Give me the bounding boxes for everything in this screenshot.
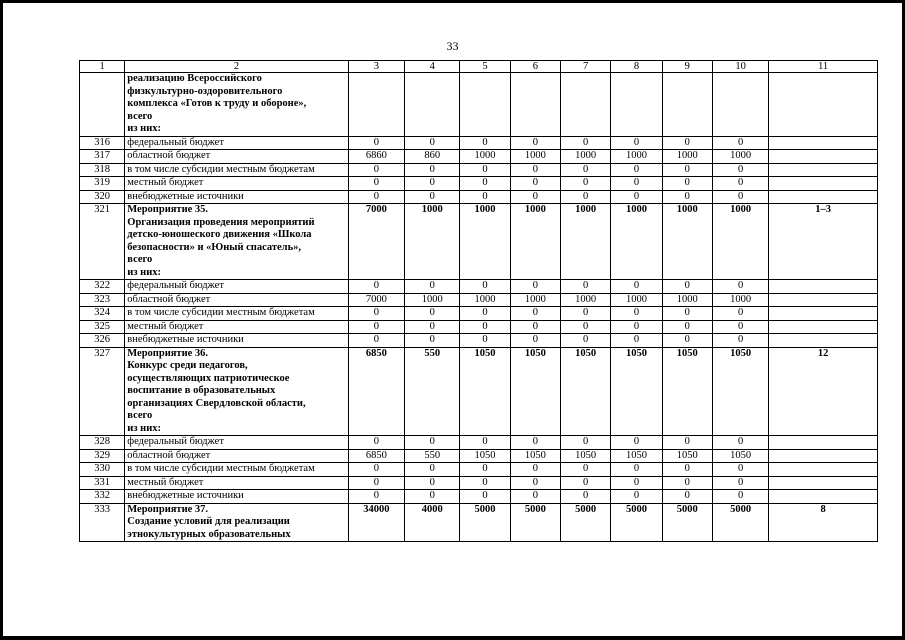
value-cell: 1050: [460, 449, 510, 463]
value-cell: [510, 73, 560, 137]
description-cell: областной бюджет: [125, 293, 348, 307]
value-cell: 0: [510, 476, 560, 490]
value-cell: 0: [662, 163, 712, 177]
description-cell: в том числе субсидии местным бюджетам: [125, 163, 348, 177]
table-row: [80, 150, 878, 164]
table-row: [80, 293, 878, 307]
table-row: [80, 334, 878, 348]
reference-cell: [769, 449, 878, 463]
value-cell: 0: [460, 307, 510, 321]
value-cell: 0: [712, 490, 768, 504]
value-cell: 0: [460, 280, 510, 294]
value-cell: 4000: [405, 503, 460, 542]
value-cell: 550: [405, 449, 460, 463]
value-cell: 0: [662, 177, 712, 191]
description-cell: в том числе субсидии местным бюджетам: [125, 463, 348, 477]
row-number-cell: 326: [80, 334, 125, 348]
value-cell: 0: [405, 307, 460, 321]
reference-cell: [769, 73, 878, 137]
value-cell: 0: [510, 436, 560, 450]
value-cell: 6860: [348, 150, 404, 164]
value-cell: 1000: [510, 293, 560, 307]
value-cell: 0: [510, 177, 560, 191]
value-cell: 0: [405, 463, 460, 477]
value-cell: 0: [560, 307, 610, 321]
row-number-cell: 316: [80, 136, 125, 150]
scan-border-top: [0, 0, 905, 3]
table-row: [80, 307, 878, 321]
column-header: 1: [80, 61, 125, 73]
value-cell: 0: [510, 320, 560, 334]
reference-cell: 1–3: [769, 204, 878, 280]
table-row: [80, 190, 878, 204]
row-number-cell: 321: [80, 204, 125, 280]
value-cell: 0: [712, 436, 768, 450]
description-cell: местный бюджет: [125, 320, 348, 334]
value-cell: 0: [662, 436, 712, 450]
column-header: 8: [611, 61, 662, 73]
value-cell: 550: [405, 347, 460, 436]
value-cell: 34000: [348, 503, 404, 542]
value-cell: 0: [712, 307, 768, 321]
value-cell: 0: [405, 476, 460, 490]
value-cell: [662, 73, 712, 137]
column-header: 7: [560, 61, 610, 73]
table-row: [80, 476, 878, 490]
value-cell: 0: [712, 190, 768, 204]
value-cell: 0: [560, 190, 610, 204]
value-cell: 1000: [405, 204, 460, 280]
value-cell: 0: [348, 476, 404, 490]
value-cell: 1000: [662, 150, 712, 164]
value-cell: [348, 73, 404, 137]
value-cell: 0: [712, 463, 768, 477]
value-cell: 0: [510, 163, 560, 177]
value-cell: 0: [405, 177, 460, 191]
table-row: [80, 463, 878, 477]
description-cell: федеральный бюджет: [125, 280, 348, 294]
value-cell: 0: [510, 136, 560, 150]
table-row: [80, 204, 878, 280]
value-cell: 0: [712, 177, 768, 191]
value-cell: 0: [405, 190, 460, 204]
row-number-cell: 322: [80, 280, 125, 294]
value-cell: 1050: [560, 449, 610, 463]
value-cell: 0: [560, 490, 610, 504]
reference-cell: [769, 190, 878, 204]
value-cell: [460, 73, 510, 137]
value-cell: 0: [611, 334, 662, 348]
description-cell: Мероприятие 36. Конкурс среди педагогов, осуществляющих патриотическое воспитание в образовательных организациях Свердловской области, всего из них:: [125, 347, 348, 436]
row-number-cell: 323: [80, 293, 125, 307]
value-cell: 1000: [712, 204, 768, 280]
table-row: [80, 503, 878, 542]
value-cell: 5000: [611, 503, 662, 542]
value-cell: 7000: [348, 293, 404, 307]
value-cell: 1000: [560, 293, 610, 307]
value-cell: 0: [405, 320, 460, 334]
value-cell: 0: [348, 490, 404, 504]
description-cell: внебюджетные источники: [125, 334, 348, 348]
value-cell: 0: [405, 136, 460, 150]
description-cell: областной бюджет: [125, 150, 348, 164]
value-cell: 0: [405, 334, 460, 348]
reference-cell: 8: [769, 503, 878, 542]
value-cell: 0: [348, 436, 404, 450]
value-cell: 0: [405, 163, 460, 177]
value-cell: 0: [662, 463, 712, 477]
value-cell: 1000: [611, 293, 662, 307]
value-cell: 0: [611, 177, 662, 191]
value-cell: 0: [662, 280, 712, 294]
value-cell: 0: [348, 280, 404, 294]
value-cell: 6850: [348, 347, 404, 436]
value-cell: 0: [560, 334, 610, 348]
value-cell: 1000: [460, 204, 510, 280]
value-cell: 0: [460, 490, 510, 504]
scan-border-left: [0, 0, 3, 640]
value-cell: [712, 73, 768, 137]
reference-cell: [769, 150, 878, 164]
reference-cell: [769, 476, 878, 490]
value-cell: 0: [405, 280, 460, 294]
column-header: 9: [662, 61, 712, 73]
value-cell: 0: [662, 320, 712, 334]
value-cell: 0: [611, 490, 662, 504]
value-cell: 1050: [560, 347, 610, 436]
reference-cell: [769, 320, 878, 334]
row-number-cell: 328: [80, 436, 125, 450]
value-cell: 0: [662, 490, 712, 504]
value-cell: 5000: [460, 503, 510, 542]
column-header: 11: [769, 61, 878, 73]
value-cell: 1000: [712, 150, 768, 164]
value-cell: 0: [611, 476, 662, 490]
description-cell: местный бюджет: [125, 177, 348, 191]
value-cell: 0: [348, 136, 404, 150]
row-number-cell: 317: [80, 150, 125, 164]
value-cell: 0: [560, 136, 610, 150]
value-cell: 0: [560, 320, 610, 334]
value-cell: 1000: [510, 204, 560, 280]
column-header: 4: [405, 61, 460, 73]
value-cell: 0: [510, 280, 560, 294]
value-cell: 1050: [712, 347, 768, 436]
value-cell: 0: [560, 463, 610, 477]
description-cell: Мероприятие 37. Создание условий для реализации этнокультурных образовательных: [125, 503, 348, 542]
value-cell: 7000: [348, 204, 404, 280]
value-cell: 0: [712, 280, 768, 294]
value-cell: 0: [460, 436, 510, 450]
value-cell: 1000: [560, 150, 610, 164]
value-cell: 0: [510, 307, 560, 321]
value-cell: 0: [662, 476, 712, 490]
row-number-cell: 318: [80, 163, 125, 177]
value-cell: 0: [560, 476, 610, 490]
value-cell: 0: [611, 163, 662, 177]
table-row: [80, 163, 878, 177]
value-cell: 0: [348, 163, 404, 177]
value-cell: 1000: [560, 204, 610, 280]
table-header-row: [80, 61, 878, 73]
value-cell: 0: [510, 463, 560, 477]
value-cell: 1050: [460, 347, 510, 436]
column-header: 6: [510, 61, 560, 73]
value-cell: 1050: [510, 449, 560, 463]
table-row: [80, 280, 878, 294]
value-cell: 1050: [662, 347, 712, 436]
description-cell: местный бюджет: [125, 476, 348, 490]
value-cell: 0: [560, 163, 610, 177]
value-cell: 0: [611, 320, 662, 334]
column-header: 2: [125, 61, 348, 73]
column-header: 10: [712, 61, 768, 73]
description-cell: внебюджетные источники: [125, 190, 348, 204]
value-cell: 0: [405, 490, 460, 504]
column-header: 3: [348, 61, 404, 73]
value-cell: 0: [662, 334, 712, 348]
value-cell: 0: [712, 136, 768, 150]
value-cell: 5000: [712, 503, 768, 542]
value-cell: 0: [611, 307, 662, 321]
value-cell: 1050: [510, 347, 560, 436]
row-number-cell: 319: [80, 177, 125, 191]
value-cell: 0: [460, 177, 510, 191]
row-number-cell: [80, 73, 125, 137]
description-cell: реализацию Всероссийского физкультурно-оздоровительного комплекса «Готов к труду и обороне», всего из них:: [125, 73, 348, 137]
table-row: [80, 73, 878, 137]
value-cell: 0: [560, 436, 610, 450]
row-number-cell: 324: [80, 307, 125, 321]
value-cell: 0: [712, 163, 768, 177]
value-cell: 0: [611, 280, 662, 294]
value-cell: 0: [662, 136, 712, 150]
value-cell: 0: [405, 436, 460, 450]
reference-cell: [769, 334, 878, 348]
value-cell: 1000: [611, 204, 662, 280]
description-cell: в том числе субсидии местным бюджетам: [125, 307, 348, 321]
value-cell: 1000: [460, 150, 510, 164]
value-cell: 1000: [662, 204, 712, 280]
value-cell: 0: [460, 320, 510, 334]
value-cell: 1000: [712, 293, 768, 307]
value-cell: [611, 73, 662, 137]
row-number-cell: 330: [80, 463, 125, 477]
description-cell: областной бюджет: [125, 449, 348, 463]
value-cell: 0: [460, 476, 510, 490]
value-cell: 0: [348, 320, 404, 334]
value-cell: 0: [712, 334, 768, 348]
reference-cell: 12: [769, 347, 878, 436]
value-cell: 0: [611, 190, 662, 204]
value-cell: 0: [611, 136, 662, 150]
value-cell: 860: [405, 150, 460, 164]
value-cell: 0: [460, 334, 510, 348]
reference-cell: [769, 280, 878, 294]
value-cell: 1050: [611, 449, 662, 463]
value-cell: 0: [348, 190, 404, 204]
reference-cell: [769, 293, 878, 307]
value-cell: 0: [348, 177, 404, 191]
value-cell: 1000: [460, 293, 510, 307]
column-header: 5: [460, 61, 510, 73]
value-cell: 5000: [662, 503, 712, 542]
table-row: [80, 436, 878, 450]
row-number-cell: 331: [80, 476, 125, 490]
description-cell: внебюджетные источники: [125, 490, 348, 504]
value-cell: 0: [348, 334, 404, 348]
value-cell: 0: [611, 436, 662, 450]
value-cell: 0: [460, 163, 510, 177]
description-cell: федеральный бюджет: [125, 136, 348, 150]
value-cell: 0: [712, 320, 768, 334]
table-body: [80, 73, 878, 542]
value-cell: [405, 73, 460, 137]
value-cell: [560, 73, 610, 137]
value-cell: 0: [348, 307, 404, 321]
row-number-cell: 332: [80, 490, 125, 504]
table-row: [80, 490, 878, 504]
reference-cell: [769, 177, 878, 191]
value-cell: 0: [510, 490, 560, 504]
value-cell: 1050: [662, 449, 712, 463]
value-cell: 0: [460, 463, 510, 477]
value-cell: 5000: [510, 503, 560, 542]
row-number-cell: 320: [80, 190, 125, 204]
table-row: [80, 177, 878, 191]
value-cell: 0: [712, 476, 768, 490]
page-number: 33: [446, 39, 459, 53]
value-cell: 0: [348, 463, 404, 477]
row-number-cell: 327: [80, 347, 125, 436]
reference-cell: [769, 463, 878, 477]
table-row: [80, 449, 878, 463]
value-cell: 0: [510, 190, 560, 204]
value-cell: 0: [560, 177, 610, 191]
value-cell: 1050: [712, 449, 768, 463]
table-row: [80, 320, 878, 334]
reference-cell: [769, 163, 878, 177]
value-cell: 0: [662, 307, 712, 321]
reference-cell: [769, 307, 878, 321]
description-cell: федеральный бюджет: [125, 436, 348, 450]
reference-cell: [769, 490, 878, 504]
reference-cell: [769, 136, 878, 150]
value-cell: 1000: [611, 150, 662, 164]
row-number-cell: 325: [80, 320, 125, 334]
value-cell: 1050: [611, 347, 662, 436]
description-cell: Мероприятие 35. Организация проведения мероприятий детско-юношеского движения «Школа безопасности» и «Юный спасатель», всего из них:: [125, 204, 348, 280]
reference-cell: [769, 436, 878, 450]
value-cell: 1000: [510, 150, 560, 164]
scan-border-bottom: [0, 636, 905, 640]
value-cell: 0: [460, 190, 510, 204]
value-cell: 0: [662, 190, 712, 204]
table-row: [80, 347, 878, 436]
table-row: [80, 136, 878, 150]
value-cell: 0: [611, 463, 662, 477]
budget-table: [79, 60, 878, 542]
value-cell: 0: [510, 334, 560, 348]
row-number-cell: 333: [80, 503, 125, 542]
value-cell: 1000: [662, 293, 712, 307]
value-cell: 1000: [405, 293, 460, 307]
value-cell: 0: [560, 280, 610, 294]
row-number-cell: 329: [80, 449, 125, 463]
value-cell: 6850: [348, 449, 404, 463]
value-cell: 5000: [560, 503, 610, 542]
value-cell: 0: [460, 136, 510, 150]
